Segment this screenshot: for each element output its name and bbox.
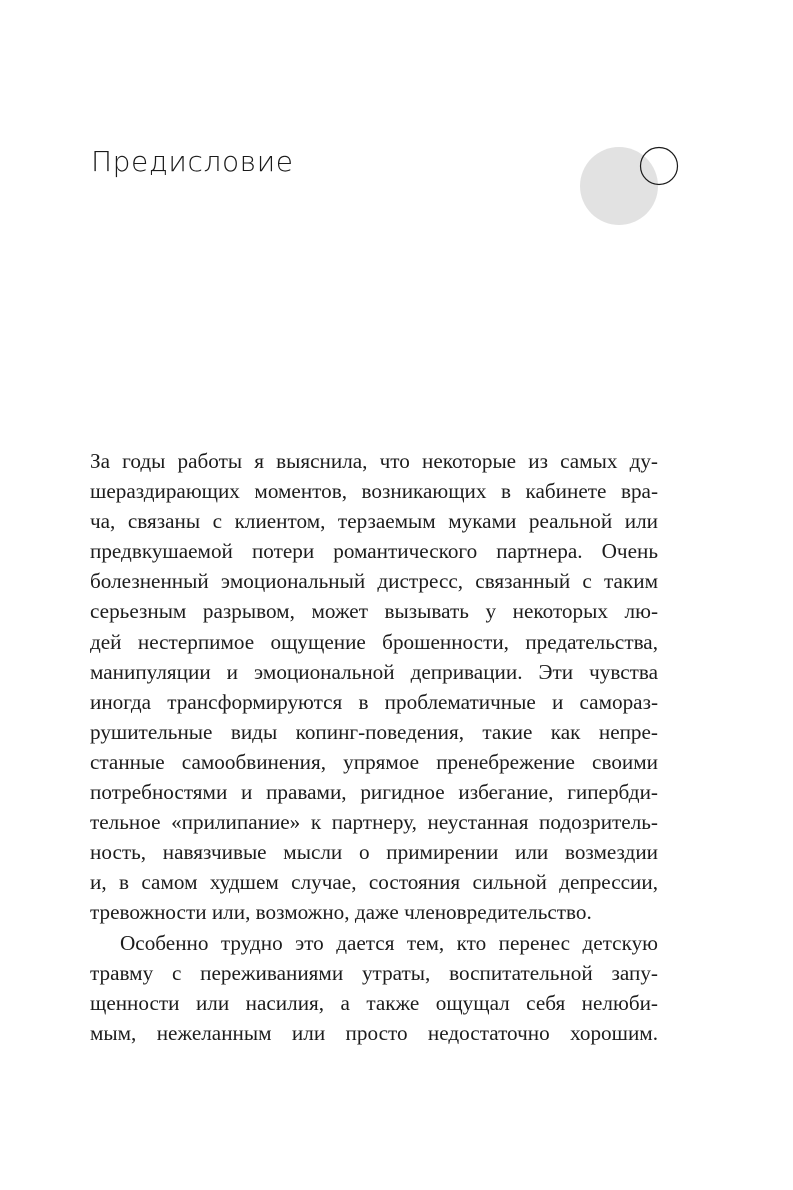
text-line: рушительные виды копинг-поведения, такие как непре- [90,719,658,744]
text-line: манипуляции и эмоциональной депривации. Эти чувства [90,659,658,684]
body-text [90,446,658,1048]
text-line: дей нестерпимое ощущение брошенности, предательства, [90,629,658,654]
text-line: мым, нежеланным или просто недостаточно хорошим. [90,1020,658,1045]
text-line: тельное «прилипание» к партнеру, неустанная подозритель- [90,810,658,835]
text-line: предвкушаемой потери романтического партнера. Очень [90,539,658,564]
text-line: болезненный эмоциональный дистресс, связанный с таким [90,569,658,594]
text-line: За годы работы я выяснила, что некоторые из самых ду- [90,449,658,473]
text-line: травму с переживаниями утраты, воспитательной запу- [90,960,658,985]
text-line: ность, навязчивые мысли о примирении или возмездии [90,840,658,865]
text-line: станные самообвинения, упрямое пренебрежение своими [90,749,658,774]
text-line: ча, связаны с клиентом, терзаемым муками реальной или [90,509,658,534]
text-line: тревожности или, возможно, даже членовредительство. [90,900,592,925]
text-line: потребностями и правами, ригидное избегание, гипербди- [90,780,658,805]
paragraph-2 [90,928,658,1048]
chapter-title: Предисловие [91,145,294,178]
text-line: шераздирающих моментов, возникающих в кабинете вра- [90,479,658,504]
text-line: Особенно трудно это дается тем, кто перенес детскую [120,930,658,955]
text-line: щенности или насилия, а также ощущал себя нелюби- [90,990,658,1015]
filled-circle-shape [580,147,658,225]
paragraph-1 [90,446,658,928]
decorative-circles-icon [575,140,685,235]
text-line: серьезным разрывом, может вызывать у некоторых лю- [90,599,658,624]
text-line: и, в самом худшем случае, состояния сильной депрессии, [90,870,658,895]
text-line: иногда трансформируются в проблематичные и самораз- [90,689,658,714]
